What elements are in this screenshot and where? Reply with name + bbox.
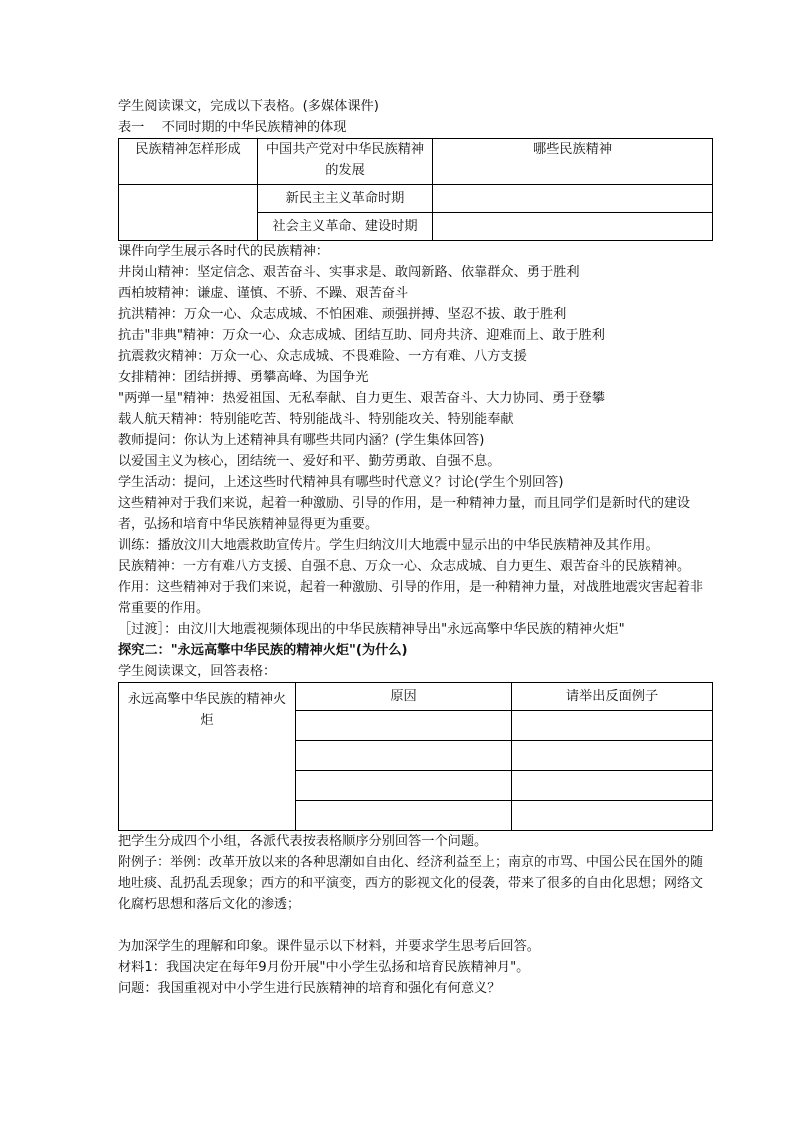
t2-cell-empty	[512, 741, 713, 771]
example-paragraph: 附例子：举例：改革开放以来的各种思潮如自由化、经济利益至上；南京的市骂、中国公民在国外的随地吐痰、乱扔乱丢现象；西方的和平演变，西方的影视文化的侵袭，带来了很多的自由化思想；网络文化腐朽思想和落后文化的渗透；	[118, 855, 704, 912]
material-1: 材料1：我国决定在每年9月份开展"中小学生弘扬和培育民族精神月"。	[118, 960, 530, 975]
t1-cell-empty	[119, 185, 258, 241]
t2-cell-empty	[512, 771, 713, 801]
spirit-summary: 民族精神：一方有难八方支援、自强不息、万众一心、众志成城、自力更生、艰苦奋斗的民族精神。	[118, 559, 691, 574]
spirit-volleyball: 女排精神：团结拼搏、勇攀高峰、为国争光	[118, 370, 369, 385]
t1-row-new-democratic: 新民主主义革命时期	[258, 185, 433, 213]
activity-answer: 这些精神对于我们来说，起着一种激励、引导的作用，是一种精神力量，而且同学们是新时代的建设者，弘扬和培育中华民族精神显得更为重要。	[118, 496, 691, 532]
table1-caption: 表一 不同时期的中华民族精神的体现	[118, 120, 347, 135]
blank-line	[118, 915, 713, 936]
spirit-two-bombs: "两弹一星"精神：热爱祖国、无私奉献、自力更生、艰苦奋斗、大力协同、勇于登攀	[118, 391, 605, 406]
student-activity: 学生活动：提问，上述这些时代精神具有哪些时代意义？讨论(学生个别回答)	[118, 475, 564, 490]
t1-header-spirits: 哪些民族精神	[433, 139, 713, 185]
t2-cell-empty	[512, 801, 713, 831]
teacher-answer: 以爱国主义为核心，团结统一、爱好和平、勤劳勇敢、自强不息。	[118, 454, 501, 469]
intro-line: 学生阅读课文，完成以下表格。(多媒体课件)	[118, 99, 379, 114]
teacher-question: 教师提问：你认为上述精神具有哪些共同内涵？(学生集体回答)	[118, 433, 485, 448]
document-page	[118, 96, 713, 999]
t2-cell-empty	[296, 741, 512, 771]
spirit-spaceflight: 载人航天精神：特别能吃苦、特别能战斗、特别能攻关、特别能奉献	[118, 412, 514, 427]
table-spirit-periods	[118, 138, 713, 241]
read-answer-line: 学生阅读课文，回答表格：	[118, 664, 277, 679]
t2-header-counterexample: 请举出反面例子	[512, 683, 713, 711]
deepen-line: 为加深学生的理解和印象。课件显示以下材料，并要求学生思考后回答。	[118, 939, 540, 954]
spirit-jinggangshan: 井岗山精神：坚定信念、艰苦奋斗、实事求是、敢闯新路、依靠群众、勇于胜利	[118, 265, 580, 280]
t2-cell-empty	[296, 801, 512, 831]
t2-cell-empty	[296, 771, 512, 801]
training-line: 训练：播放汶川大地震救助宣传片。学生归纳汶川大地震中显示出的中华民族精神及其作用。	[118, 538, 659, 553]
t2-cell-empty	[512, 711, 713, 741]
t2-row-label: 永远高擎中华民族的精神火炬	[119, 683, 296, 831]
transition-line: ［过渡］：由汶川大地震视频体现出的中华民族精神导出"永远高擎中华民族的精神火炬"	[118, 622, 625, 637]
spirit-flood: 抗洪精神：万众一心、众志成城、不怕困难、顽强拼搏、坚忍不拔、敢于胜利	[118, 307, 567, 322]
spirits-intro: 课件向学生展示各时代的民族精神：	[118, 244, 329, 259]
t1-cell-empty	[433, 185, 713, 213]
explore-title: 探究二："永远高擎中华民族的精神火炬"(为什么)	[118, 643, 408, 658]
t1-cell-empty	[433, 213, 713, 241]
effect-paragraph: 作用：这些精神对于我们来说，起着一种激励、引导的作用，是一种精神力量，对战胜地震灾害起着非常重要的作用。	[118, 580, 704, 616]
spirit-sars: 抗击"非典"精神：万众一心、众志成城、团结互助、同舟共济、迎难而上、敢于胜利	[118, 328, 605, 343]
t2-cell-empty	[296, 711, 512, 741]
table-torch-reasons	[118, 682, 713, 831]
t1-header-development: 中国共产党对中华民族精神的发展	[258, 139, 433, 185]
spirit-earthquake: 抗震救灾精神：万众一心、众志成城、不畏难险、一方有难、八方支援	[118, 349, 527, 364]
question-line: 问题：我国重视对中小学生进行民族精神的培育和强化有何意义？	[118, 981, 501, 996]
t1-header-formation: 民族精神怎样形成	[119, 139, 258, 185]
spirit-xibaipo: 西柏坡精神：谦虚、谨慎、不骄、不躁、艰苦奋斗	[118, 286, 409, 301]
groups-line: 把学生分成四个小组，各派代表按表格顺序分别回答一个问题。	[118, 834, 488, 849]
t1-row-socialist: 社会主义革命、建设时期	[258, 213, 433, 241]
t2-header-reason: 原因	[296, 683, 512, 711]
